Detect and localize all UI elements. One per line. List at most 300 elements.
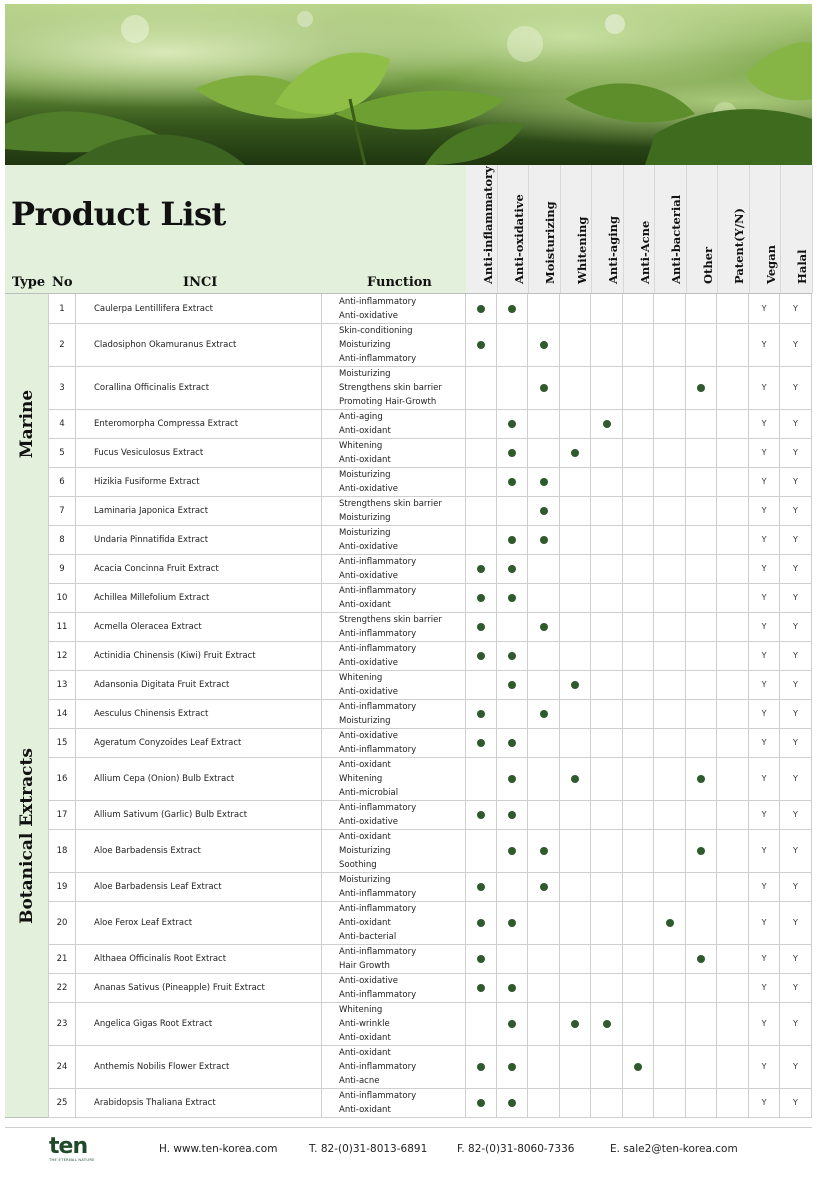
row-functions xyxy=(322,973,466,1002)
function-cell xyxy=(560,366,591,409)
function-line: Whitening xyxy=(339,672,383,683)
check-dot-icon xyxy=(603,420,611,428)
row-inci-name: Achillea Millefolium Extract xyxy=(76,583,322,612)
function-cell xyxy=(466,829,497,872)
patent-cell xyxy=(718,1088,749,1117)
row-inci-name: Aloe Ferox Leaf Extract xyxy=(76,901,322,944)
function-cell xyxy=(466,670,497,699)
function-cell xyxy=(560,641,591,670)
row-inci-name: Caulerpa Lentillifera Extract xyxy=(76,294,322,323)
function-cell xyxy=(497,525,528,554)
function-cell xyxy=(497,800,528,829)
row-inci-name: Acacia Concinna Fruit Extract xyxy=(76,554,322,583)
halal-cell: Y xyxy=(781,944,812,973)
patent-cell xyxy=(718,323,749,366)
function-cell xyxy=(592,944,623,973)
column-label: Anti-inflammatory xyxy=(480,166,495,284)
halal-cell: Y xyxy=(781,728,812,757)
function-cell xyxy=(497,409,528,438)
row-functions xyxy=(322,438,466,467)
function-line: Anti-oxidant xyxy=(339,599,391,610)
row-functions xyxy=(322,901,466,944)
row-number: 10 xyxy=(48,583,76,612)
row-functions xyxy=(322,1002,466,1045)
function-cell xyxy=(623,1088,654,1117)
function-cell xyxy=(529,757,560,800)
function-cell xyxy=(592,699,623,728)
check-dot-icon xyxy=(540,710,548,718)
halal-cell: Y xyxy=(781,612,812,641)
function-cell xyxy=(655,554,686,583)
function-cell xyxy=(623,699,654,728)
check-dot-icon xyxy=(508,739,516,747)
table-header xyxy=(5,165,812,293)
footer-email[interactable]: E. sale2@ten-korea.com xyxy=(610,1143,738,1155)
function-cell xyxy=(466,901,497,944)
vegan-cell: Y xyxy=(749,1002,780,1045)
function-line: Whitening xyxy=(339,773,383,784)
function-cell xyxy=(560,1045,591,1088)
check-dot-icon xyxy=(477,305,485,313)
vegan-cell: Y xyxy=(749,409,780,438)
function-cell xyxy=(529,323,560,366)
vegan-cell: Y xyxy=(749,294,780,323)
function-line: Whitening xyxy=(339,1004,383,1015)
function-cell xyxy=(529,944,560,973)
function-cell xyxy=(655,1002,686,1045)
function-cell xyxy=(623,973,654,1002)
function-cell xyxy=(655,496,686,525)
function-cell xyxy=(497,612,528,641)
row-functions xyxy=(322,409,466,438)
function-cell xyxy=(623,496,654,525)
function-cell xyxy=(686,525,717,554)
function-line: Anti-oxidant xyxy=(339,1032,391,1043)
function-cell xyxy=(655,366,686,409)
function-cell xyxy=(497,496,528,525)
row-inci-name: Enteromorpha Compressa Extract xyxy=(76,409,322,438)
check-dot-icon xyxy=(508,984,516,992)
table-row xyxy=(48,800,812,830)
patent-cell xyxy=(718,294,749,323)
function-cell xyxy=(655,901,686,944)
halal-cell: Y xyxy=(781,1088,812,1117)
function-cell xyxy=(497,901,528,944)
row-number: 24 xyxy=(48,1045,76,1088)
check-dot-icon xyxy=(508,1063,516,1071)
vegan-cell: Y xyxy=(749,1045,780,1088)
function-cell xyxy=(655,1088,686,1117)
function-cell xyxy=(560,757,591,800)
row-functions xyxy=(322,323,466,366)
check-dot-icon xyxy=(477,623,485,631)
row-functions xyxy=(322,583,466,612)
function-cell xyxy=(655,409,686,438)
footer-fax: F. 82-(0)31-8060-7336 xyxy=(457,1143,575,1155)
type-label: Marine xyxy=(16,389,37,459)
halal-cell: Y xyxy=(781,467,812,496)
check-dot-icon xyxy=(477,984,485,992)
row-functions xyxy=(322,670,466,699)
function-cell xyxy=(592,800,623,829)
function-cell xyxy=(529,409,560,438)
vegan-cell: Y xyxy=(749,554,780,583)
patent-cell xyxy=(718,800,749,829)
halal-cell: Y xyxy=(781,973,812,1002)
function-cell xyxy=(623,901,654,944)
function-line: Anti-inflammatory xyxy=(339,802,417,813)
function-cell xyxy=(623,554,654,583)
check-dot-icon xyxy=(571,775,579,783)
function-cell xyxy=(655,757,686,800)
footer-website[interactable]: H. www.ten-korea.com xyxy=(159,1143,278,1155)
page-title: Product List xyxy=(11,195,226,233)
function-cell xyxy=(466,944,497,973)
patent-cell xyxy=(718,757,749,800)
function-line: Moisturizing xyxy=(339,368,391,379)
product-table xyxy=(5,293,812,1128)
patent-cell xyxy=(718,670,749,699)
vegan-cell: Y xyxy=(749,728,780,757)
function-cell xyxy=(529,728,560,757)
column-anti-bacterial xyxy=(655,165,687,293)
function-cell xyxy=(592,1002,623,1045)
function-line: Anti-inflammatory xyxy=(339,1061,417,1072)
function-cell xyxy=(466,294,497,323)
function-line: Anti-oxidant xyxy=(339,1047,391,1058)
row-number: 11 xyxy=(48,612,76,641)
function-cell xyxy=(529,467,560,496)
function-line: Moisturizing xyxy=(339,527,391,538)
row-functions xyxy=(322,944,466,973)
function-cell xyxy=(623,757,654,800)
row-inci-name: Fucus Vesiculosus Extract xyxy=(76,438,322,467)
function-line: Anti-oxidant xyxy=(339,831,391,842)
function-cell xyxy=(686,973,717,1002)
row-functions xyxy=(322,1088,466,1117)
function-cell xyxy=(623,872,654,901)
halal-cell: Y xyxy=(781,670,812,699)
function-cell xyxy=(497,1045,528,1088)
function-cell xyxy=(623,467,654,496)
function-cell xyxy=(529,1088,560,1117)
row-inci-name: Anthemis Nobilis Flower Extract xyxy=(76,1045,322,1088)
check-dot-icon xyxy=(508,652,516,660)
function-line: Anti-oxidant xyxy=(339,759,391,770)
column-patent-y-n xyxy=(718,165,750,293)
row-inci-name: Cladosiphon Okamuranus Extract xyxy=(76,323,322,366)
row-inci-name: Ananas Sativus (Pineapple) Fruit Extract xyxy=(76,973,322,1002)
function-cell xyxy=(497,670,528,699)
vegan-cell: Y xyxy=(749,366,780,409)
function-cell xyxy=(497,294,528,323)
patent-cell xyxy=(718,872,749,901)
check-dot-icon xyxy=(634,1063,642,1071)
vegan-cell: Y xyxy=(749,612,780,641)
title-panel xyxy=(5,165,466,293)
function-line: Strengthens skin barrier xyxy=(339,498,442,509)
check-dot-icon xyxy=(540,341,548,349)
function-line: Anti-oxidant xyxy=(339,454,391,465)
function-line: Anti-inflammatory xyxy=(339,353,417,364)
table-row xyxy=(48,525,812,555)
function-cell xyxy=(592,294,623,323)
function-cell xyxy=(686,944,717,973)
function-cell xyxy=(529,1045,560,1088)
row-functions xyxy=(322,467,466,496)
function-cell xyxy=(466,641,497,670)
function-cell xyxy=(466,699,497,728)
table-row xyxy=(48,612,812,642)
function-cell xyxy=(686,1045,717,1088)
vegan-cell: Y xyxy=(749,829,780,872)
function-cell xyxy=(623,409,654,438)
function-line: Anti-inflammatory xyxy=(339,903,417,914)
function-cell xyxy=(655,467,686,496)
function-cell xyxy=(655,800,686,829)
check-dot-icon xyxy=(508,565,516,573)
halal-cell: Y xyxy=(781,366,812,409)
function-cell xyxy=(592,641,623,670)
function-cell xyxy=(497,323,528,366)
row-number: 20 xyxy=(48,901,76,944)
function-cell xyxy=(592,366,623,409)
function-cell xyxy=(592,496,623,525)
function-cell xyxy=(686,829,717,872)
check-dot-icon xyxy=(477,341,485,349)
function-cell xyxy=(592,973,623,1002)
check-dot-icon xyxy=(477,739,485,747)
function-line: Whitening xyxy=(339,440,383,451)
function-line: Promoting Hair-Growth xyxy=(339,396,437,407)
function-cell xyxy=(686,294,717,323)
vegan-cell: Y xyxy=(749,901,780,944)
column-label: Halal xyxy=(795,249,809,284)
table-row xyxy=(48,366,812,410)
function-cell xyxy=(560,525,591,554)
function-line: Moisturizing xyxy=(339,874,391,885)
function-cell xyxy=(592,612,623,641)
function-line: Strengthens skin barrier xyxy=(339,382,442,393)
function-cell xyxy=(655,612,686,641)
function-cell xyxy=(466,366,497,409)
function-cell xyxy=(466,800,497,829)
check-dot-icon xyxy=(508,847,516,855)
function-line: Anti-oxidative xyxy=(339,975,399,986)
vegan-cell: Y xyxy=(749,800,780,829)
halal-cell: Y xyxy=(781,294,812,323)
check-dot-icon xyxy=(508,305,516,313)
row-number: 23 xyxy=(48,1002,76,1045)
function-line: Anti-oxidative xyxy=(339,570,399,581)
halal-cell: Y xyxy=(781,901,812,944)
function-line: Moisturizing xyxy=(339,715,391,726)
function-cell xyxy=(497,757,528,800)
function-cell xyxy=(655,944,686,973)
leaf-banner-image xyxy=(5,4,812,165)
function-cell xyxy=(529,294,560,323)
table-row xyxy=(48,467,812,497)
function-cell xyxy=(623,323,654,366)
halal-cell: Y xyxy=(781,496,812,525)
function-cell xyxy=(466,612,497,641)
row-number: 15 xyxy=(48,728,76,757)
check-dot-icon xyxy=(540,847,548,855)
function-cell xyxy=(560,612,591,641)
function-cell xyxy=(466,323,497,366)
function-line: Anti-inflammatory xyxy=(339,744,417,755)
function-cell xyxy=(592,409,623,438)
patent-cell xyxy=(718,583,749,612)
row-functions xyxy=(322,612,466,641)
row-functions xyxy=(322,829,466,872)
row-functions xyxy=(322,525,466,554)
row-number: 7 xyxy=(48,496,76,525)
check-dot-icon xyxy=(477,1063,485,1071)
row-inci-name: Laminaria Japonica Extract xyxy=(76,496,322,525)
halal-cell: Y xyxy=(781,699,812,728)
function-cell xyxy=(623,800,654,829)
function-line: Moisturizing xyxy=(339,339,391,350)
function-cell xyxy=(686,467,717,496)
function-cell xyxy=(560,583,591,612)
row-functions xyxy=(322,1045,466,1088)
row-number: 5 xyxy=(48,438,76,467)
patent-cell xyxy=(718,901,749,944)
function-cell xyxy=(686,757,717,800)
function-cell xyxy=(529,829,560,872)
table-row xyxy=(48,496,812,526)
function-cell xyxy=(655,872,686,901)
function-cell xyxy=(466,409,497,438)
function-cell xyxy=(655,525,686,554)
vegan-cell: Y xyxy=(749,496,780,525)
column-label: Vegan xyxy=(763,244,778,284)
vegan-cell: Y xyxy=(749,699,780,728)
row-number: 4 xyxy=(48,409,76,438)
check-dot-icon xyxy=(697,384,705,392)
table-row xyxy=(48,901,812,945)
check-dot-icon xyxy=(477,883,485,891)
function-cell xyxy=(466,496,497,525)
column-label: Anti-aging xyxy=(606,215,621,284)
function-cell xyxy=(592,728,623,757)
function-cell xyxy=(592,467,623,496)
function-line: Anti-inflammatory xyxy=(339,989,417,1000)
function-cell xyxy=(529,612,560,641)
column-label: Anti-Acne xyxy=(637,220,652,284)
function-cell xyxy=(466,525,497,554)
row-inci-name: Adansonia Digitata Fruit Extract xyxy=(76,670,322,699)
function-cell xyxy=(560,728,591,757)
function-line: Anti-aging xyxy=(339,411,383,422)
halal-cell: Y xyxy=(781,323,812,366)
column-inci: INCI xyxy=(183,275,218,290)
function-cell xyxy=(623,583,654,612)
check-dot-icon xyxy=(697,955,705,963)
function-cell xyxy=(466,1088,497,1117)
row-number: 2 xyxy=(48,323,76,366)
function-cell xyxy=(686,323,717,366)
function-cell xyxy=(686,438,717,467)
table-row xyxy=(48,829,812,873)
function-cell xyxy=(655,699,686,728)
function-cell xyxy=(686,496,717,525)
table-row xyxy=(48,757,812,801)
patent-cell xyxy=(718,438,749,467)
function-cell xyxy=(560,1002,591,1045)
row-functions xyxy=(322,757,466,800)
function-cell xyxy=(529,973,560,1002)
function-cell xyxy=(655,728,686,757)
check-dot-icon xyxy=(540,883,548,891)
check-dot-icon xyxy=(603,1020,611,1028)
function-cell xyxy=(623,438,654,467)
function-line: Anti-acne xyxy=(339,1075,380,1086)
check-dot-icon xyxy=(508,449,516,457)
function-cell xyxy=(686,554,717,583)
check-dot-icon xyxy=(477,1099,485,1107)
function-cell xyxy=(560,294,591,323)
row-number: 21 xyxy=(48,944,76,973)
check-dot-icon xyxy=(508,536,516,544)
function-line: Soothing xyxy=(339,859,377,870)
vegan-cell: Y xyxy=(749,467,780,496)
type-group-botanical-extracts xyxy=(5,554,48,1118)
halal-cell: Y xyxy=(781,1002,812,1045)
function-line: Moisturizing xyxy=(339,512,391,523)
column-label: Other xyxy=(700,246,715,284)
vegan-cell: Y xyxy=(749,525,780,554)
function-cell xyxy=(623,641,654,670)
halal-cell: Y xyxy=(781,757,812,800)
function-cell xyxy=(497,699,528,728)
function-cell xyxy=(623,294,654,323)
type-label: Botanical Extracts xyxy=(16,747,37,924)
function-cell xyxy=(560,323,591,366)
function-cell xyxy=(529,872,560,901)
column-label: Anti-oxidative xyxy=(511,194,526,284)
column-label: Anti-bacterial xyxy=(669,194,684,284)
row-inci-name: Althaea Officinalis Root Extract xyxy=(76,944,322,973)
row-functions xyxy=(322,699,466,728)
column-anti-inflammatory xyxy=(466,165,498,293)
function-cell xyxy=(655,641,686,670)
row-number: 6 xyxy=(48,467,76,496)
check-dot-icon xyxy=(508,1020,516,1028)
footer xyxy=(5,1127,812,1173)
function-cell xyxy=(686,800,717,829)
function-cell xyxy=(655,670,686,699)
function-cell xyxy=(497,728,528,757)
function-cell xyxy=(560,699,591,728)
function-cell xyxy=(686,612,717,641)
halal-cell: Y xyxy=(781,800,812,829)
function-cell xyxy=(592,901,623,944)
function-cell xyxy=(686,699,717,728)
patent-cell xyxy=(718,467,749,496)
function-cell xyxy=(560,944,591,973)
function-cell xyxy=(466,554,497,583)
patent-cell xyxy=(718,525,749,554)
vegan-cell: Y xyxy=(749,973,780,1002)
column-vegan xyxy=(749,165,781,293)
check-dot-icon xyxy=(508,919,516,927)
column-label: Whitening xyxy=(574,216,589,284)
column-no: No xyxy=(52,275,73,290)
row-inci-name: Allium Sativum (Garlic) Bulb Extract xyxy=(76,800,322,829)
function-cell xyxy=(466,872,497,901)
